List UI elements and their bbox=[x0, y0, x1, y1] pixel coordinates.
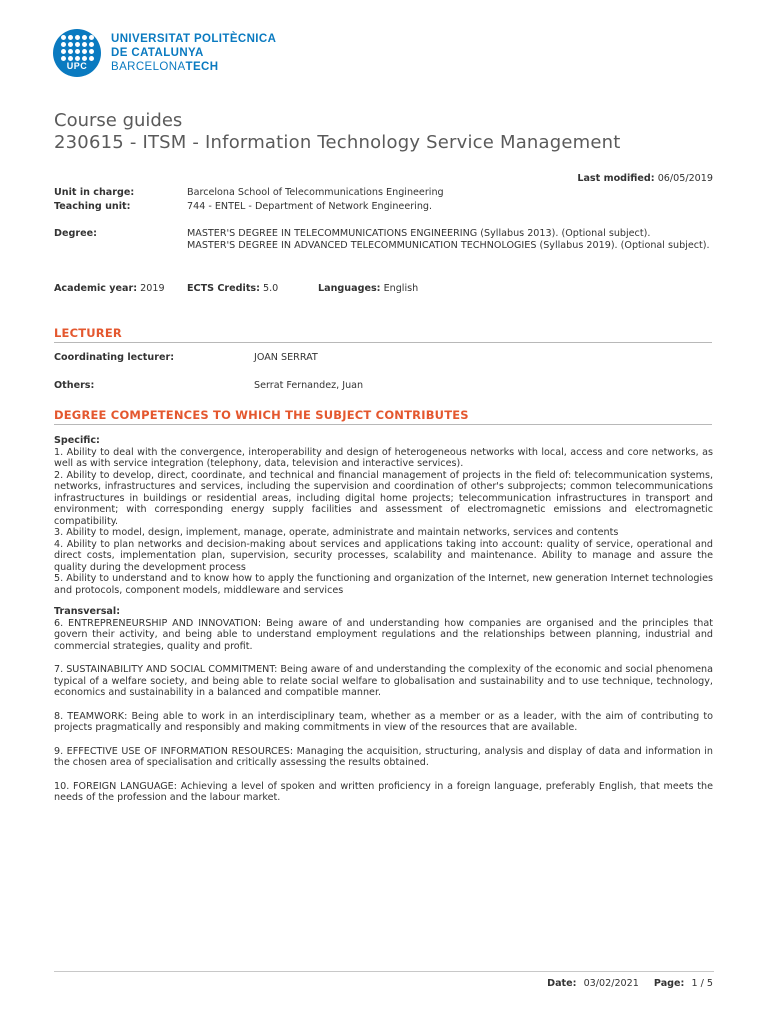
course-meta-row: Academic year: 2019 ECTS Credits: 5.0 Languages: English bbox=[54, 283, 419, 294]
degree-row: Degree: MASTER'S DEGREE IN TELECOMMUNICATIONS ENGINEERING (Syllabus 2013). (Optional subject). MASTER'S DEGREE IN ADVANCED TELECOMMUNICATION TECHNOLOGIES (Syllabus 2019). (Optional subject). bbox=[54, 228, 710, 251]
competence-item: 9. EFFECTIVE USE OF INFORMATION RESOURCES: Managing the acquisition, structuring, analysis and display of data and information in the chosen area of specialisation and critically assessing the results obtained. bbox=[54, 745, 713, 768]
page-title: Course guides bbox=[54, 110, 183, 131]
coordinating-lecturer-row: Coordinating lecturer: JOAN SERRAT bbox=[54, 352, 318, 363]
competences-heading: DEGREE COMPETENCES TO WHICH THE SUBJECT CONTRIBUTES bbox=[54, 408, 712, 425]
footer-divider bbox=[54, 971, 714, 972]
competence-item: 10. FOREIGN LANGUAGE: Achieving a level of spoken and written proficiency in a foreign language, preferably English, that meets the needs of the profession and the labour market. bbox=[54, 780, 713, 803]
competence-item: 4. Ability to plan networks and decision-making about services and applications taking into account: quality of service, operational and direct costs, implementation plan, supervision, security processes, scalability and maintenance. Ability to manage and assure the quality during the development process bbox=[54, 538, 713, 573]
page-footer bbox=[543, 978, 713, 990]
upc-logo-mark bbox=[53, 29, 101, 77]
competence-item: 8. TEAMWORK: Being able to work in an interdisciplinary team, whether as a member or as a leader, with the aim of contributing to projects pragmatically and responsibly and making commitments in view of the resources that are available. bbox=[54, 710, 713, 733]
unit-in-charge-row: Unit in charge: Barcelona School of Telecommunications Engineering bbox=[54, 187, 444, 198]
page-number: 1 / 5 bbox=[691, 978, 713, 989]
other-lecturers-row: Others: Serrat Fernandez, Juan bbox=[54, 380, 364, 391]
competence-item: 6. ENTREPRENEURSHIP AND INNOVATION: Being aware of and understanding how companies are organised and the principles that govern their activity, and being able to understand employment regulations and the relationships between planning, industrial and commercial strategies, quality and profit. bbox=[54, 617, 713, 652]
logo-wordmark: UNIVERSITAT POLITÈCNICA DE CATALUNYA BARCELONATECH bbox=[111, 33, 277, 73]
competence-item: 7. SUSTAINABILITY AND SOCIAL COMMITMENT: Being aware of and understanding the complexity of the economic and social phenomena typical of a welfare society, and being able to relate social welfare to globalisation and sustainability and to use technique, technology, economics and sustainability in a balanced and compatible manner. bbox=[54, 664, 714, 698]
transversal-label: Transversal: bbox=[54, 606, 121, 617]
competence-item: 2. Ability to develop, direct, coordinate, and technical and financial management of projects in the field of: telecommunication systems, networks, infrastructures and services, including the supervision and coordination of other's subprojects; common telecommunications infrastructures in buildings or residential areas, including digital home projects; telecommunication infrastructures in transport and environment; with corresponding energy supply facilities and assessment of electromagnetic emissions and electromagnetic compatibility. bbox=[54, 469, 713, 527]
lecturer-heading: LECTURER bbox=[54, 326, 712, 343]
date-label: Date: bbox=[547, 978, 577, 989]
competence-item: 3. Ability to model, design, implement, manage, operate, administrate and maintain networks, services and contents bbox=[54, 527, 619, 538]
logo-mark-text: UPC bbox=[66, 61, 88, 71]
course-title: 230615 - ITSM - Information Technology Service Management bbox=[54, 132, 621, 153]
page-label: Page: bbox=[653, 978, 685, 989]
teaching-unit-row: Teaching unit: 744 - ENTEL - Department of Network Engineering. bbox=[54, 201, 433, 212]
competence-item: 5. Ability to understand and to know how to apply the functioning and organization of the Internet, new generation Internet technologies and protocols, component models, middleware and services bbox=[54, 573, 713, 596]
date-value: 03/02/2021 bbox=[583, 978, 639, 989]
last-modified: Last modified: 06/05/2019 bbox=[577, 173, 713, 184]
competences-body bbox=[54, 435, 713, 804]
specific-label: Specific: bbox=[54, 435, 100, 446]
competence-item: 1. Ability to deal with the convergence, interoperability and design of heterogeneous networks with local, access and core networks, as well as with service integration (telephony, data, television and interactive services). bbox=[54, 446, 713, 469]
upc-logo bbox=[53, 29, 276, 77]
